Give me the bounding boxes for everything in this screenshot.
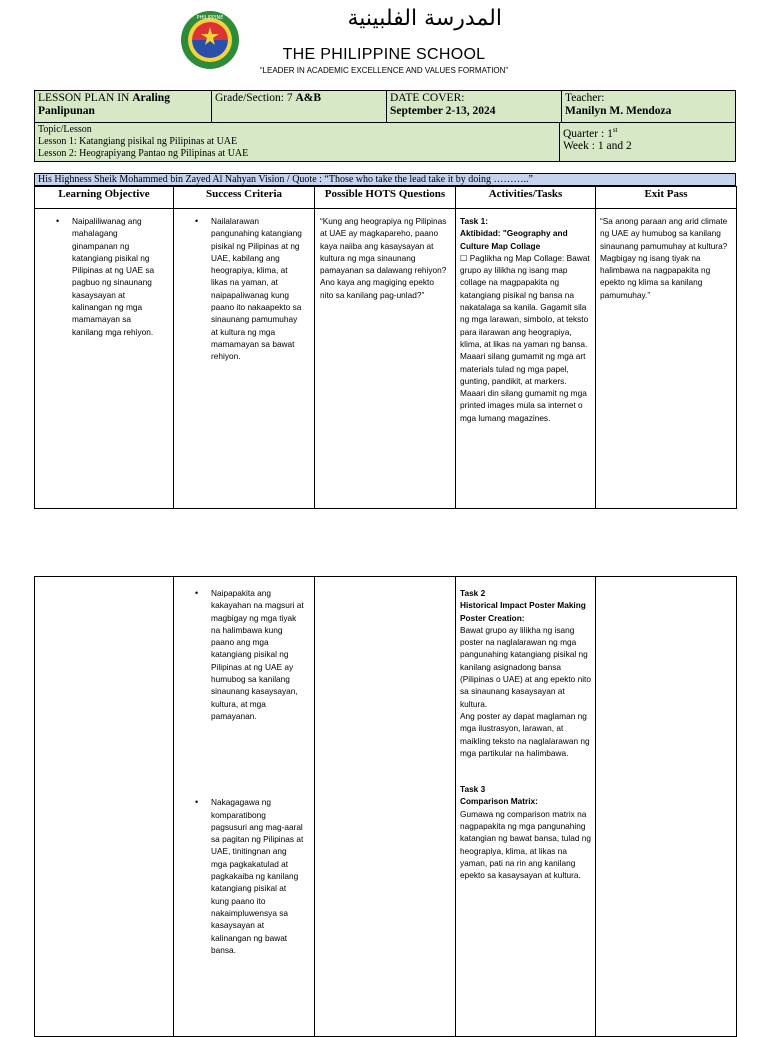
objective-item: • Naipaliliwanag ang mahalagang ginampanan ng katangiang pisikal ng Pilipinas at ng UAE sa pagbuo ng sinaunang kasaysayan at kalinangan ng mga mamamayan sa kanilang mga rehiyon. xyxy=(72,215,163,338)
school-name: THE PHILIPPINE SCHOOL xyxy=(282,46,486,63)
week-label: Week : 1 and 2 xyxy=(563,139,632,152)
svg-text:PHILIPPINE: PHILIPPINE xyxy=(196,15,224,21)
col-header-hots: Possible HOTS Questions xyxy=(315,187,456,209)
criteria-item-3: • Nakagagawa ng komparatibong pagsusuri ang mag-aaral sa pagitan ng Pilipinas at UAE, tinitingnan ang mga pagkakatulad at pagkakaiba ng kanilang katangiang pisikal at kung paano ito nakaimpluwensya sa kasaysayan at kalinangan ng bawat bansa. xyxy=(211,796,304,956)
criteria-item-2: • Naipapakita ang kakayahan na magsuri at magbigay ng mga tiyak na halimbawa kung paano ang mga katangiang pisikal ng Pilipinas at ng UAE ay humubog sa kanilang sinaunang kasaysayan, kultura, at mga pamayanan. xyxy=(211,587,304,722)
hots-question: “Kung ang heograpiya ng Pilipinas at UAE ay magkapareho, paano kaya naiiba ang kasaysayan at kultura ng mga sinaunang pamayanan sa dalawang rehiyon? Ano kaya ang magiging epekto nito sa kanilang pag-unlad?” xyxy=(320,216,447,300)
topic-label: Topic/Lesson xyxy=(38,124,92,135)
exit-pass-question: “Sa anong paraan ang arid climate ng UAE ay humubog sa kanilang sinaunang pamumuhay at kultura? Magbigay ng isang tiyak na halimbawa na nagpapakita ng epekto ng klima sa kanilang pamumuhay.” xyxy=(600,216,728,300)
date-value: September 2-13, 2024 xyxy=(390,105,496,117)
date-cell xyxy=(387,91,562,123)
quarter-label: Quarter : 1 xyxy=(563,127,613,140)
task2-body2: Ang poster ay dapat maglaman ng mga ilustrasyon, larawan, at maikling teksto na naglalarawan ng mga partikular na halimbawa. xyxy=(460,710,590,758)
date-label: DATE COVER: xyxy=(390,92,465,104)
col-header-activities: Activities/Tasks xyxy=(456,187,596,209)
objective-cell xyxy=(35,209,174,509)
arabic-school-name: المدرسة الفلبينية xyxy=(347,6,502,31)
grade-value: A&B xyxy=(295,92,322,104)
task1-body: ☐ Paglikha ng Map Collage: Bawat grupo ay lilikha ng isang map collage na magpapakita ng katangiang pisikal ng bansa na nakatalaga sa kanila. Gagamit sila ng mga larawan, simbolo, at teksto para ilarawan ang heograpiya, klima, at likas na yaman ng bansa. xyxy=(460,252,590,349)
task2-name: Historical Impact Poster Making xyxy=(460,600,586,611)
lesson-table-2 xyxy=(34,576,737,1037)
col-header-exit: Exit Pass xyxy=(596,187,737,209)
quarter-sup: st xyxy=(612,126,618,134)
teacher-cell xyxy=(562,91,736,123)
lesson-table-1 xyxy=(34,186,737,509)
task2-sub: Poster Creation: xyxy=(460,612,525,623)
task3-title: Task 3 xyxy=(460,784,486,795)
lesson-plan-header xyxy=(34,90,736,123)
teacher-value: Manilyn M. Mendoza xyxy=(565,105,672,117)
task1-title: Task 1: xyxy=(460,216,488,226)
task2-title: Task 2 xyxy=(460,588,486,598)
task3-sub: Comparison Matrix: xyxy=(460,796,538,807)
task1-body2: Maaari silang gumamit ng mga art materials tulad ng mga papel, gunting, pandikit, at markers. Maaari din silang gumamit ng mga printed images mula sa internet o mga lumang magazines. xyxy=(460,351,587,423)
activities-cell xyxy=(456,209,596,509)
task3-body: Gumawa ng comparison matrix na nagpapakita ng mga pangunahing katangian ng bawat bansa, tulad ng heograpiya, klima, at likas na yaman, pati na rin ang kanilang epekto sa kasaysayan at kultura. xyxy=(460,808,592,881)
lesson-plan-cell xyxy=(35,91,212,123)
school-motto: “LEADER IN ACADEMIC EXCELLENCE AND VALUES FORMATION” xyxy=(259,66,509,75)
task1-name: Aktibidad: "Geography and Culture Map Collage xyxy=(460,228,568,251)
lesson-1: Lesson 1: Katangiang pisikal ng Pilipinas at UAE xyxy=(38,136,238,147)
exit-pass-cell xyxy=(596,209,737,509)
lesson-2: Lesson 2: Heograpiyang Pantao ng Pilipinas at UAE xyxy=(38,148,249,159)
criteria-cell xyxy=(174,209,315,509)
task2-body: Bawat grupo ay lilikha ng isang poster na naglalarawan ng mga pangunahing katangiang pisikal ng kanilang asignadong bansa (Pilipinas o UAE) at ang epekto nito sa sinaunang kasaysayan at kultura. xyxy=(460,624,591,709)
topic-cell xyxy=(35,123,560,162)
lesson-plan-label: LESSON PLAN IN xyxy=(38,92,133,104)
activities-cell-2 xyxy=(456,577,596,1037)
exit-pass-cell-2 xyxy=(596,577,737,1037)
vision-quote: His Highness Sheik Mohammed bin Zayed Al Nahyan Vision / Quote : “Those who take the lead take it by doing ………..” xyxy=(34,173,736,186)
quarter-cell xyxy=(560,123,736,162)
subject: Araling Panlipunan xyxy=(38,92,170,117)
criteria-item: • Nailalarawan pangunahing katangiang pisikal ng Pilipinas at ng UAE, kabilang ang heograpiya, klima, at likas na yaman, at naipapaliwanag kung paano ito nakaapekto sa sinaunang pamumuhay at kultura ng mga mamamayan sa bawat rehiyon. xyxy=(211,215,304,363)
grade-cell xyxy=(212,91,387,123)
hots-cell xyxy=(315,209,456,509)
topic-row xyxy=(34,122,736,162)
hots-cell-2 xyxy=(315,577,456,1037)
criteria-cell-2 xyxy=(174,577,315,1037)
objective-cell-2 xyxy=(35,577,174,1037)
col-header-criteria: Success Criteria xyxy=(174,187,315,209)
teacher-label: Teacher: xyxy=(565,92,605,104)
grade-label: Grade/Section: 7 xyxy=(215,92,296,104)
col-header-objective: Learning Objective xyxy=(35,187,174,209)
